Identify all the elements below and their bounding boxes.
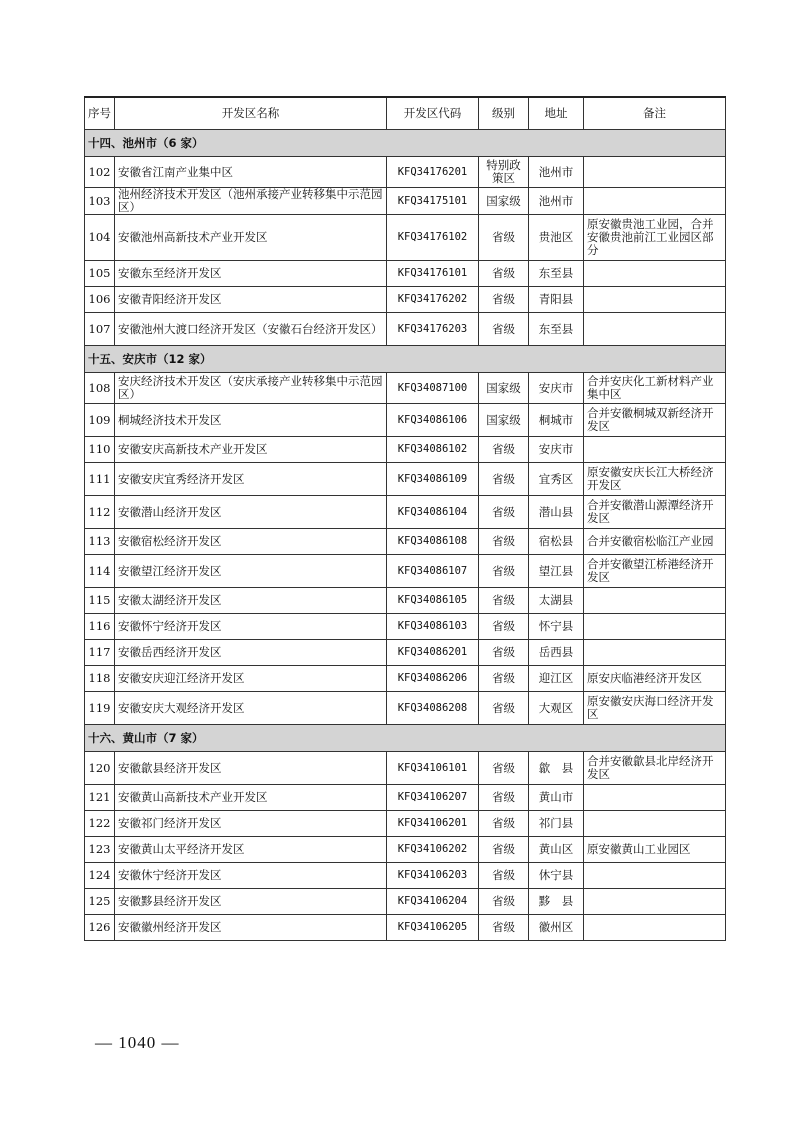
cell-level: 省级 [479,915,529,941]
header-name: 开发区名称 [115,97,387,130]
cell-address: 怀宁县 [529,614,584,640]
cell-name: 安徽安庆宜秀经济开发区 [115,463,387,496]
cell-name: 安徽池州大渡口经济开发区（安徽石台经济开发区） [115,313,387,346]
cell-name: 安徽黄山太平经济开发区 [115,837,387,863]
table-row [85,666,726,692]
cell-name: 安徽祁门经济开发区 [115,811,387,837]
section-row [85,130,726,157]
header-seq: 序号 [85,97,115,130]
table-row [85,785,726,811]
cell-level: 省级 [479,614,529,640]
cell-address: 岳西县 [529,640,584,666]
cell-seq: 106 [85,287,115,313]
cell-code: KFQ34106101 [387,752,479,785]
cell-level: 省级 [479,529,529,555]
cell-level: 省级 [479,752,529,785]
cell-name: 安徽东至经济开发区 [115,261,387,287]
table-row [85,404,726,437]
cell-note [584,614,726,640]
development-zone-table [84,96,726,941]
cell-seq: 103 [85,188,115,215]
table-row [85,588,726,614]
cell-name: 安徽休宁经济开发区 [115,863,387,889]
cell-level: 省级 [479,692,529,725]
table-row [85,811,726,837]
table-row [85,373,726,404]
cell-level: 省级 [479,437,529,463]
cell-address: 东至县 [529,261,584,287]
cell-code: KFQ34106203 [387,863,479,889]
cell-note [584,588,726,614]
cell-name: 安徽怀宁经济开发区 [115,614,387,640]
cell-note [584,889,726,915]
table-row [85,915,726,941]
cell-note: 合并安徽宿松临江产业园 [584,529,726,555]
cell-address: 望江县 [529,555,584,588]
cell-note: 原安庆临港经济开发区 [584,666,726,692]
cell-seq: 126 [85,915,115,941]
cell-code: KFQ34086206 [387,666,479,692]
cell-seq: 117 [85,640,115,666]
table-row [85,496,726,529]
cell-code: KFQ34086103 [387,614,479,640]
cell-name: 安徽安庆大观经济开发区 [115,692,387,725]
cell-level: 国家级 [479,188,529,215]
section-title: 十四、池州市（6 家） [85,130,726,157]
cell-code: KFQ34176101 [387,261,479,287]
cell-name: 安徽岳西经济开发区 [115,640,387,666]
cell-level: 省级 [479,555,529,588]
cell-seq: 124 [85,863,115,889]
table-row [85,640,726,666]
cell-level: 特别政策区 [479,157,529,188]
cell-note [584,437,726,463]
cell-address: 池州市 [529,157,584,188]
cell-address: 祁门县 [529,811,584,837]
table-row [85,215,726,261]
cell-address: 潜山县 [529,496,584,529]
cell-level: 省级 [479,588,529,614]
cell-note: 原安徽贵池工业园，合并安徽贵池前江工业园区部分 [584,215,726,261]
cell-address: 贵池区 [529,215,584,261]
cell-level: 省级 [479,863,529,889]
table-row [85,437,726,463]
cell-level: 省级 [479,313,529,346]
cell-note [584,915,726,941]
cell-seq: 118 [85,666,115,692]
cell-name: 安徽歙县经济开发区 [115,752,387,785]
cell-seq: 113 [85,529,115,555]
table-row [85,261,726,287]
cell-code: KFQ34086102 [387,437,479,463]
table-row [85,863,726,889]
header-code: 开发区代码 [387,97,479,130]
cell-note [584,785,726,811]
cell-address: 东至县 [529,313,584,346]
cell-seq: 109 [85,404,115,437]
cell-seq: 107 [85,313,115,346]
cell-address: 黄山区 [529,837,584,863]
cell-name: 安徽黟县经济开发区 [115,889,387,915]
cell-note: 合并安徽望江桥港经济开发区 [584,555,726,588]
cell-seq: 108 [85,373,115,404]
cell-level: 省级 [479,496,529,529]
table-row [85,287,726,313]
cell-seq: 121 [85,785,115,811]
table-row [85,313,726,346]
cell-code: KFQ34176201 [387,157,479,188]
cell-level: 省级 [479,261,529,287]
header-level: 级别 [479,97,529,130]
header-note: 备注 [584,97,726,130]
cell-name: 安徽池州高新技术产业开发区 [115,215,387,261]
cell-code: KFQ34106202 [387,837,479,863]
table-header-row [85,97,726,130]
cell-code: KFQ34086201 [387,640,479,666]
table-row [85,692,726,725]
cell-code: KFQ34086106 [387,404,479,437]
cell-note [584,261,726,287]
cell-seq: 125 [85,889,115,915]
cell-seq: 120 [85,752,115,785]
cell-level: 省级 [479,463,529,496]
cell-address: 黟 县 [529,889,584,915]
cell-seq: 119 [85,692,115,725]
cell-note: 合并安徽歙县北岸经济开发区 [584,752,726,785]
cell-code: KFQ34106201 [387,811,479,837]
cell-code: KFQ34086104 [387,496,479,529]
table-row [85,614,726,640]
cell-note [584,313,726,346]
cell-level: 省级 [479,640,529,666]
cell-address: 徽州区 [529,915,584,941]
cell-address: 休宁县 [529,863,584,889]
cell-note [584,188,726,215]
cell-level: 省级 [479,287,529,313]
cell-note: 原安徽安庆海口经济开发区 [584,692,726,725]
cell-code: KFQ34086108 [387,529,479,555]
cell-address: 太湖县 [529,588,584,614]
cell-seq: 102 [85,157,115,188]
cell-seq: 112 [85,496,115,529]
cell-seq: 105 [85,261,115,287]
cell-address: 桐城市 [529,404,584,437]
table-row [85,555,726,588]
cell-name: 池州经济技术开发区（池州承接产业转移集中示范园区） [115,188,387,215]
cell-name: 安庆经济技术开发区（安庆承接产业转移集中示范园区） [115,373,387,404]
cell-seq: 114 [85,555,115,588]
table-row [85,837,726,863]
cell-address: 迎江区 [529,666,584,692]
cell-address: 池州市 [529,188,584,215]
cell-seq: 123 [85,837,115,863]
cell-note [584,863,726,889]
cell-level: 省级 [479,811,529,837]
cell-address: 歙 县 [529,752,584,785]
table-row [85,463,726,496]
cell-name: 安徽黄山高新技术产业开发区 [115,785,387,811]
cell-code: KFQ34176102 [387,215,479,261]
cell-seq: 122 [85,811,115,837]
cell-seq: 115 [85,588,115,614]
cell-name: 安徽望江经济开发区 [115,555,387,588]
cell-level: 省级 [479,837,529,863]
cell-name: 安徽安庆迎江经济开发区 [115,666,387,692]
header-address: 地址 [529,97,584,130]
cell-note [584,640,726,666]
cell-seq: 110 [85,437,115,463]
cell-name: 安徽太湖经济开发区 [115,588,387,614]
cell-code: KFQ34176202 [387,287,479,313]
cell-code: KFQ34086208 [387,692,479,725]
cell-code: KFQ34106205 [387,915,479,941]
cell-code: KFQ34086107 [387,555,479,588]
cell-address: 安庆市 [529,437,584,463]
table-row [85,889,726,915]
table-row [85,529,726,555]
table-body [85,130,726,941]
cell-level: 省级 [479,889,529,915]
cell-note: 原安徽安庆长江大桥经济开发区 [584,463,726,496]
page-number: — 1040 — [95,1033,180,1052]
cell-code: KFQ34175101 [387,188,479,215]
section-row [85,725,726,752]
cell-code: KFQ34106204 [387,889,479,915]
cell-note: 合并安徽桐城双新经济开发区 [584,404,726,437]
cell-level: 国家级 [479,404,529,437]
cell-seq: 104 [85,215,115,261]
cell-level: 省级 [479,666,529,692]
table-row [85,188,726,215]
cell-code: KFQ34176203 [387,313,479,346]
cell-address: 青阳县 [529,287,584,313]
cell-note: 合并安庆化工新材料产业集中区 [584,373,726,404]
cell-seq: 111 [85,463,115,496]
cell-code: KFQ34106207 [387,785,479,811]
cell-note [584,287,726,313]
cell-name: 安徽潜山经济开发区 [115,496,387,529]
cell-seq: 116 [85,614,115,640]
table-row [85,157,726,188]
cell-note: 原安徽黄山工业园区 [584,837,726,863]
cell-name: 安徽徽州经济开发区 [115,915,387,941]
section-title: 十五、安庆市（12 家） [85,346,726,373]
cell-code: KFQ34086105 [387,588,479,614]
cell-note [584,811,726,837]
section-title: 十六、黄山市（7 家） [85,725,726,752]
cell-name: 安徽安庆高新技术产业开发区 [115,437,387,463]
cell-address: 宜秀区 [529,463,584,496]
cell-level: 省级 [479,215,529,261]
cell-note: 合并安徽潜山源潭经济开发区 [584,496,726,529]
cell-level: 省级 [479,785,529,811]
cell-name: 桐城经济技术开发区 [115,404,387,437]
cell-code: KFQ34087100 [387,373,479,404]
cell-name: 安徽宿松经济开发区 [115,529,387,555]
cell-name: 安徽省江南产业集中区 [115,157,387,188]
cell-address: 大观区 [529,692,584,725]
cell-note [584,157,726,188]
table-row [85,752,726,785]
section-row [85,346,726,373]
cell-name: 安徽青阳经济开发区 [115,287,387,313]
cell-address: 宿松县 [529,529,584,555]
cell-level: 国家级 [479,373,529,404]
cell-code: KFQ34086109 [387,463,479,496]
cell-address: 黄山市 [529,785,584,811]
cell-address: 安庆市 [529,373,584,404]
